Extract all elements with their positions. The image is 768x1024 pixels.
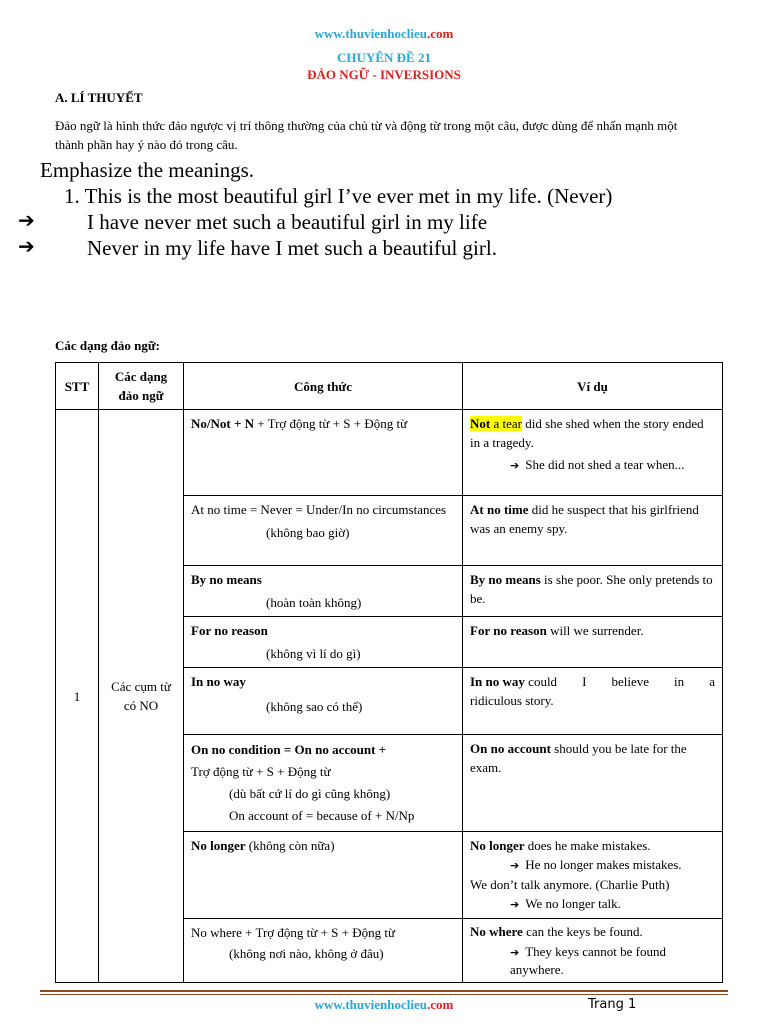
arrow-icon: ➔ xyxy=(510,859,520,872)
formula-bold: No longer xyxy=(191,838,246,853)
example-bold: No where xyxy=(470,924,523,939)
example-text: will we surrender. xyxy=(546,623,644,638)
footer-rule xyxy=(40,994,728,995)
formula-cell xyxy=(184,496,463,566)
example-text: can the keys be found. xyxy=(522,924,643,939)
example-cell xyxy=(463,617,723,668)
example-text: should you be late for the exam. xyxy=(470,741,687,775)
header-stt: STT xyxy=(56,363,99,410)
formula-meaning: (không sao có thể) xyxy=(266,699,363,714)
formula-cell xyxy=(184,919,463,983)
example-arrow-text: She did not shed a tear when... xyxy=(525,457,685,472)
formula-meaning: (không bao giờ) xyxy=(266,525,350,540)
example-original: 1. This is the most beautiful girl I’ve ever met in my life. (Never) xyxy=(64,184,613,208)
formula-meaning: (không nơi nào, không ở đâu) xyxy=(229,946,384,961)
formula-cell xyxy=(184,566,463,617)
formula-bold: By no means xyxy=(191,572,262,587)
formula-cell xyxy=(184,617,463,668)
example-bold: In no way xyxy=(470,674,525,689)
arrow-icon: ➔ xyxy=(510,459,520,472)
example-cell xyxy=(463,410,723,496)
example-text: ridiculous story. xyxy=(470,693,554,708)
formula-meaning: (dù bất cứ lí do gì cũng không) xyxy=(229,786,391,801)
page-number: Trang 1 xyxy=(588,997,637,1012)
example-text: I xyxy=(582,674,587,689)
site-name: www.thuvienhoclieu xyxy=(314,997,427,1012)
formula-text: (không còn nữa) xyxy=(245,838,335,853)
formula-cell xyxy=(184,410,463,496)
example-text: believe xyxy=(611,674,650,689)
intro-paragraph: Đảo ngữ là hình thức đảo ngược vị trí thông thường của chủ từ và động từ trong một câu, được dùng để nhấn mạnh một thành phần hay ý nào đó trong câu. xyxy=(55,118,678,152)
example-arrow-text: He no longer makes mistakes. xyxy=(525,857,682,872)
arrow-icon: ➔ xyxy=(510,946,520,959)
formula-text: + Trợ động từ + S + Động từ xyxy=(254,416,408,431)
example-cell xyxy=(463,832,723,919)
example-text: a xyxy=(709,674,715,689)
formula-bold: For no reason xyxy=(191,623,268,638)
example-cell xyxy=(463,668,723,735)
section-heading: A. LÍ THUYẾT xyxy=(55,90,143,105)
arrow-icon: ➔ xyxy=(18,208,35,232)
formula-meaning: (không vì lí do gì) xyxy=(266,646,361,661)
document-title: ĐẢO NGỮ - INVERSIONS xyxy=(307,67,461,82)
highlight-mark xyxy=(470,416,522,431)
example-cell xyxy=(463,496,723,566)
example-rewrite-1: I have never met such a beautiful girl in my life xyxy=(87,210,488,234)
formula-bold: In no way xyxy=(191,674,246,689)
example-bold: Not xyxy=(470,416,491,431)
arrow-icon: ➔ xyxy=(510,898,520,911)
formula-cell xyxy=(184,832,463,919)
example-text: We don’t talk anymore. (Charlie Puth) xyxy=(470,877,670,892)
site-domain: .com xyxy=(426,26,454,41)
table-header-row xyxy=(56,363,723,410)
example-cell xyxy=(463,919,723,983)
arrow-icon: ➔ xyxy=(18,234,35,258)
formula-text: At no time = Never = Under/In no circumstances xyxy=(191,502,447,517)
footer-rule xyxy=(40,990,728,992)
formula-bold: No/Not + N xyxy=(191,416,255,431)
site-name: www.thuvienhoclieu xyxy=(314,26,427,41)
example-arrow-text: We no longer talk. xyxy=(525,896,621,911)
example-rewrite-2: Never in my life have I met such a beautiful girl. xyxy=(87,236,497,260)
header-formula: Công thức xyxy=(184,363,463,410)
stt-cell: 1 xyxy=(56,410,99,983)
example-bold: For no reason xyxy=(470,623,547,638)
example-bold: By no means xyxy=(470,572,541,587)
example-text: could xyxy=(524,674,558,689)
example-text: in xyxy=(674,674,685,689)
formula-bold: On no condition = On no account + xyxy=(191,742,387,757)
header-type: Các dạng đảo ngữ xyxy=(99,363,184,410)
example-text: does he make mistakes. xyxy=(524,838,651,853)
inversion-table xyxy=(55,362,723,983)
example-cell xyxy=(463,566,723,617)
example-bold: No longer xyxy=(470,838,525,853)
example-text: did he suspect that his girlfriend was an enemy spy. xyxy=(470,502,699,536)
example-text: did she shed when the story ended in a tragedy. xyxy=(470,416,704,450)
example-arrow-text: They keys cannot be found anywhere. xyxy=(510,944,667,977)
type-cell: Các cụm từ có NO xyxy=(99,410,184,983)
topic-number: CHUYÊN ĐỀ 21 xyxy=(337,50,431,65)
formula-cell xyxy=(184,735,463,832)
example-text: is she poor. She only pretends to be. xyxy=(470,572,713,606)
header-example: Ví dụ xyxy=(463,363,723,410)
header-site[interactable] xyxy=(0,26,768,42)
footer-site[interactable] xyxy=(0,997,768,1013)
table-caption: Các dạng đảo ngữ: xyxy=(55,338,160,353)
example-bold: At no time xyxy=(470,502,529,517)
formula-meaning: (hoàn toàn không) xyxy=(266,595,362,610)
example-cell xyxy=(463,735,723,832)
formula-cell xyxy=(184,668,463,735)
site-domain: .com xyxy=(426,997,454,1012)
example-bold: On no account xyxy=(470,741,551,756)
formula-text: Trợ động từ + S + Động từ xyxy=(191,764,331,779)
formula-text: No where + Trợ động từ + S + Động từ xyxy=(191,925,396,940)
emphasize-line: Emphasize the meanings. xyxy=(40,158,255,182)
table-row xyxy=(56,410,723,496)
formula-note: On account of = because of + N/Np xyxy=(229,808,415,823)
example-highlight-text: a tear xyxy=(490,416,522,431)
